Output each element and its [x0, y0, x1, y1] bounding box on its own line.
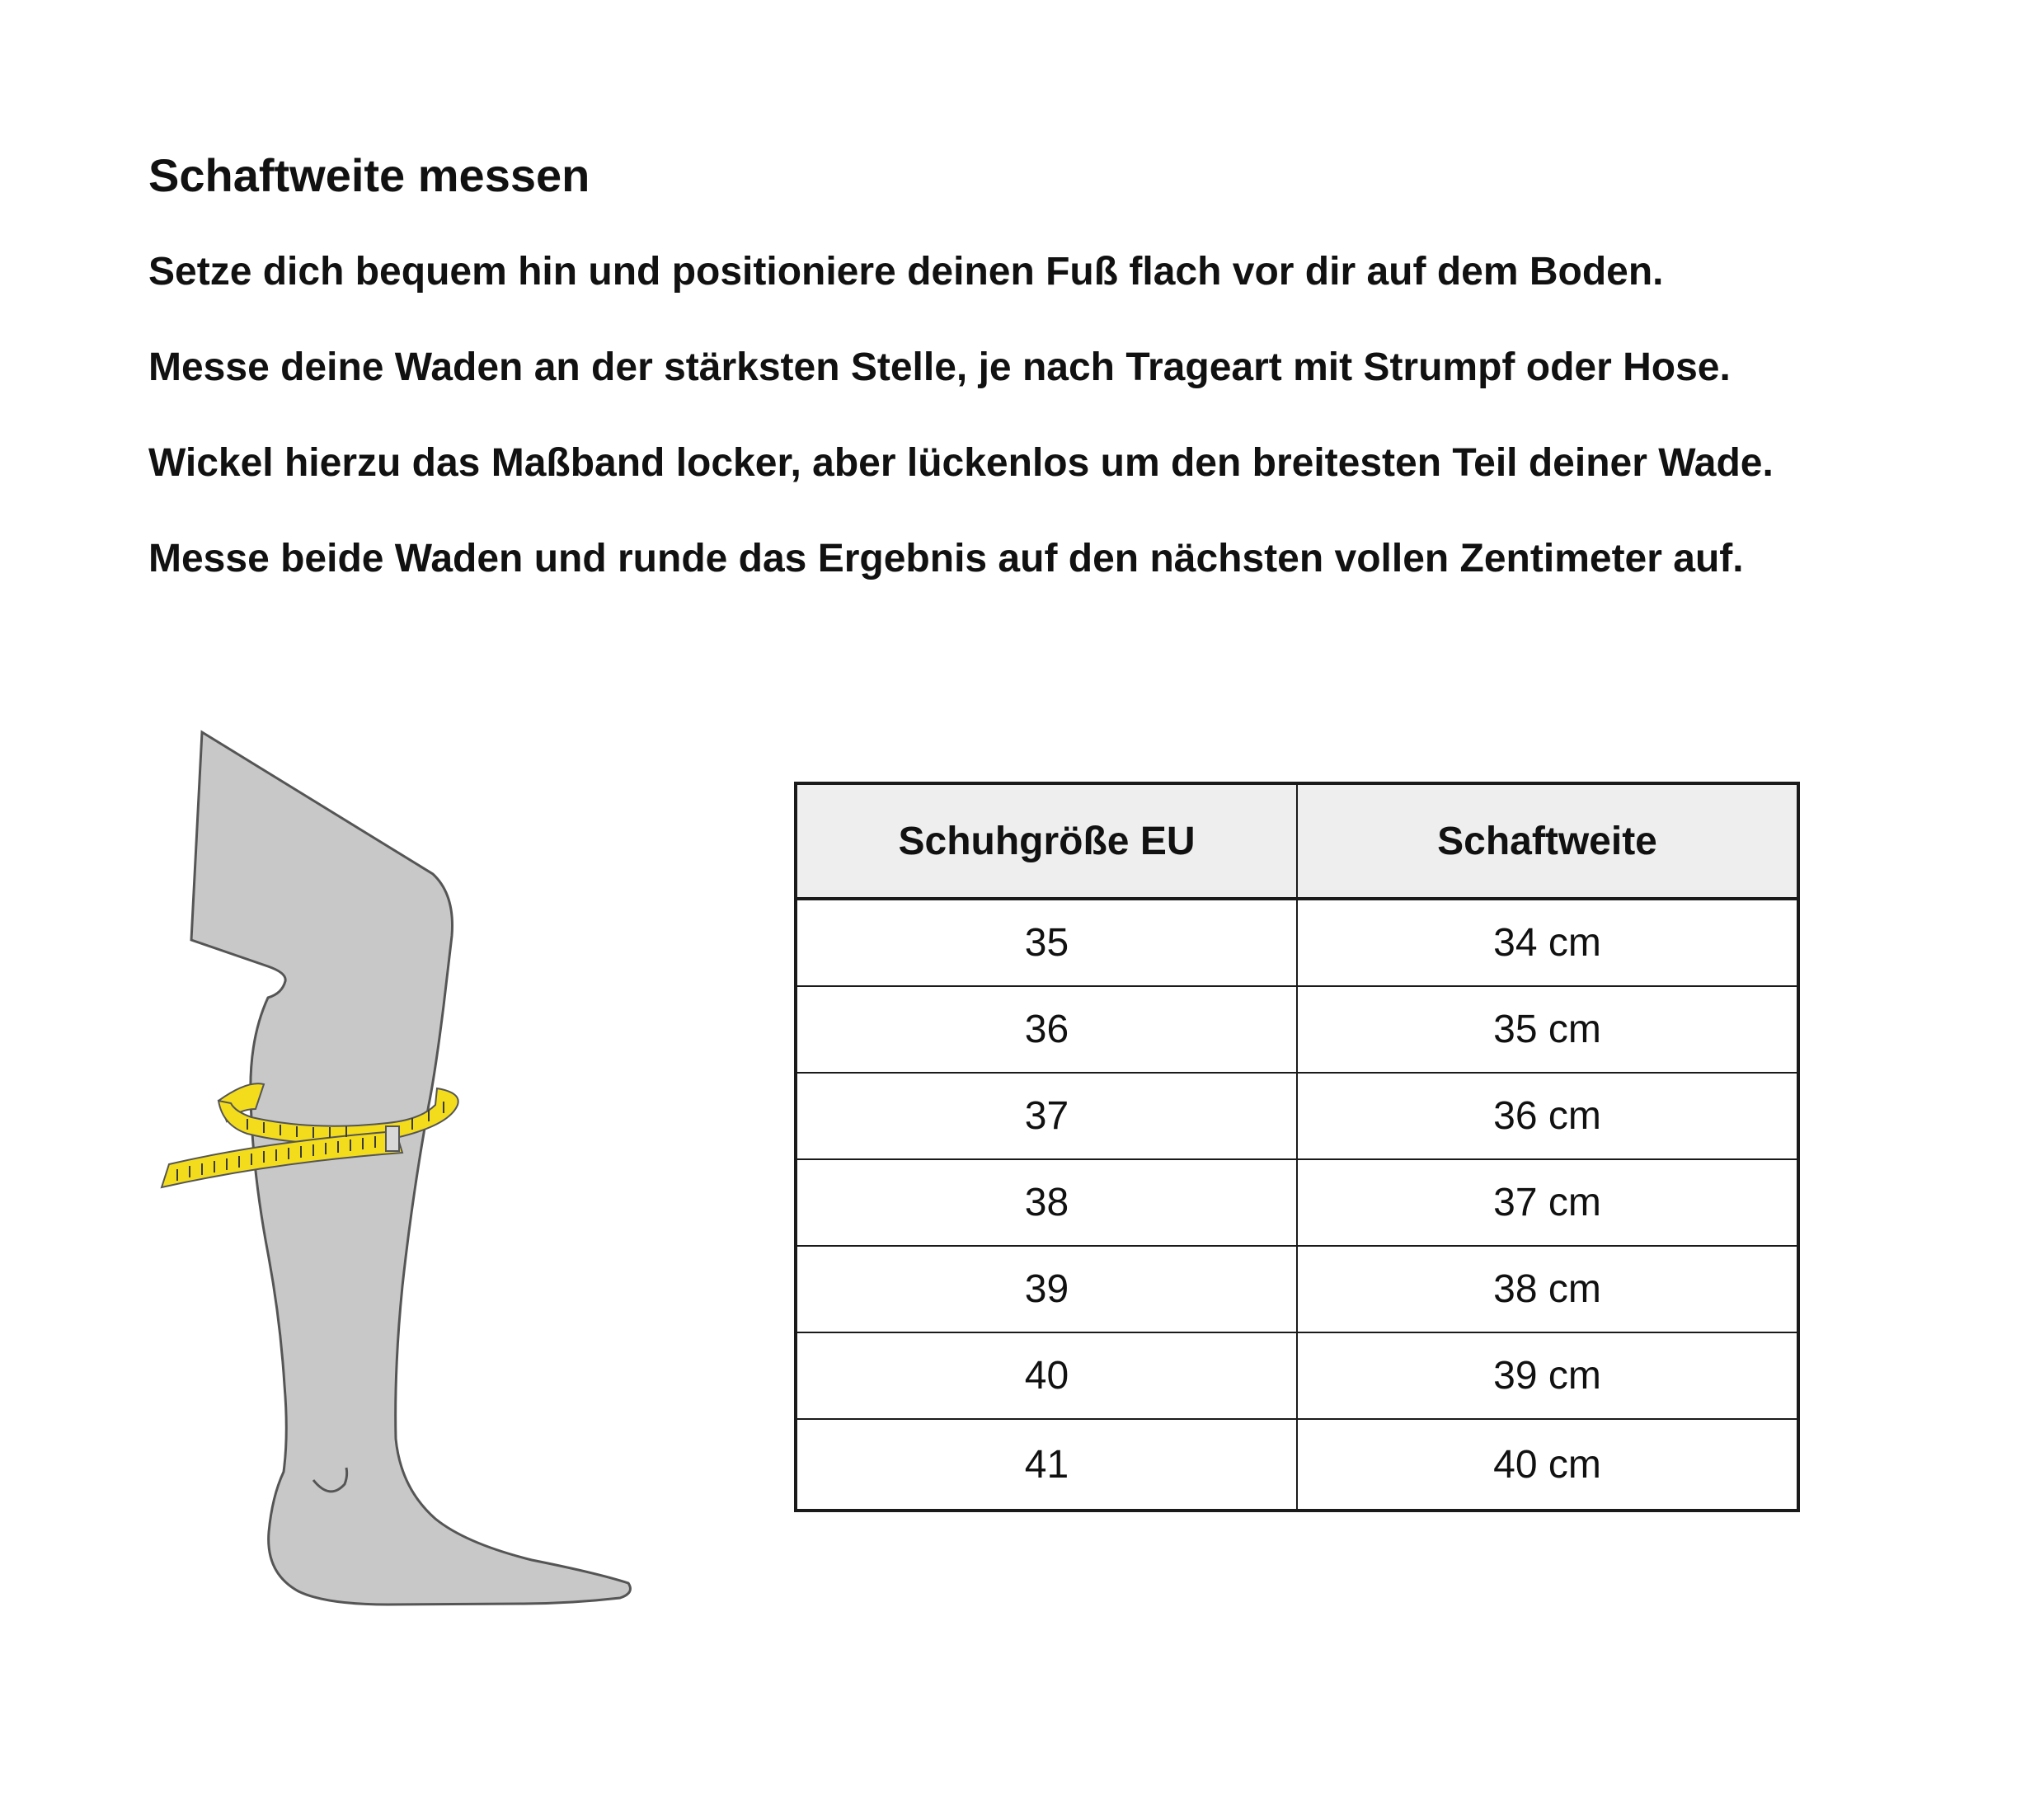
page-title: Schaftweite messen [148, 149, 590, 201]
header-shoe-size: Schuhgröße EU [796, 783, 1297, 899]
shaft-width-cell: 39 cm [1297, 1332, 1798, 1419]
tape-buckle [386, 1126, 399, 1151]
shoe-size-cell: 41 [796, 1419, 1297, 1511]
leg-measuring-illustration [148, 726, 643, 1616]
shoe-size-cell: 36 [796, 986, 1297, 1073]
table-row [796, 1073, 1798, 1159]
table-row [796, 1332, 1798, 1419]
shaft-width-cell: 34 cm [1297, 899, 1798, 986]
instruction-step-1: Setze dich bequem hin und positioniere deinen Fuß flach vor dir auf dem Boden. [148, 250, 1664, 294]
table-row [796, 986, 1798, 1073]
shoe-size-cell: 40 [796, 1332, 1297, 1419]
shaft-width-cell: 35 cm [1297, 986, 1798, 1073]
shoe-size-cell: 38 [796, 1159, 1297, 1246]
size-table [794, 782, 1800, 1512]
table-row [796, 1246, 1798, 1332]
shaft-width-cell: 40 cm [1297, 1419, 1798, 1511]
shaft-width-cell: 36 cm [1297, 1073, 1798, 1159]
table-row [796, 899, 1798, 986]
shoe-size-cell: 35 [796, 899, 1297, 986]
shoe-size-cell: 37 [796, 1073, 1297, 1159]
shoe-size-cell: 39 [796, 1246, 1297, 1332]
header-shaft-width: Schaftweite [1297, 783, 1798, 899]
shaft-width-cell: 38 cm [1297, 1246, 1798, 1332]
instruction-step-2: Messe deine Waden an der stärksten Stelle, je nach Trageart mit Strumpf oder Hose. [148, 345, 1731, 389]
instruction-step-3: Wickel hierzu das Maßband locker, aber lückenlos um den breitesten Teil deiner Wade. [148, 441, 1774, 485]
instruction-step-4: Messe beide Waden und runde das Ergebnis auf den nächsten vollen Zentimeter auf. [148, 537, 1744, 580]
table-row [796, 1419, 1798, 1511]
instruction-list [148, 247, 1774, 630]
table-header-row [796, 783, 1798, 899]
table-row [796, 1159, 1798, 1246]
shaft-width-cell: 37 cm [1297, 1159, 1798, 1246]
